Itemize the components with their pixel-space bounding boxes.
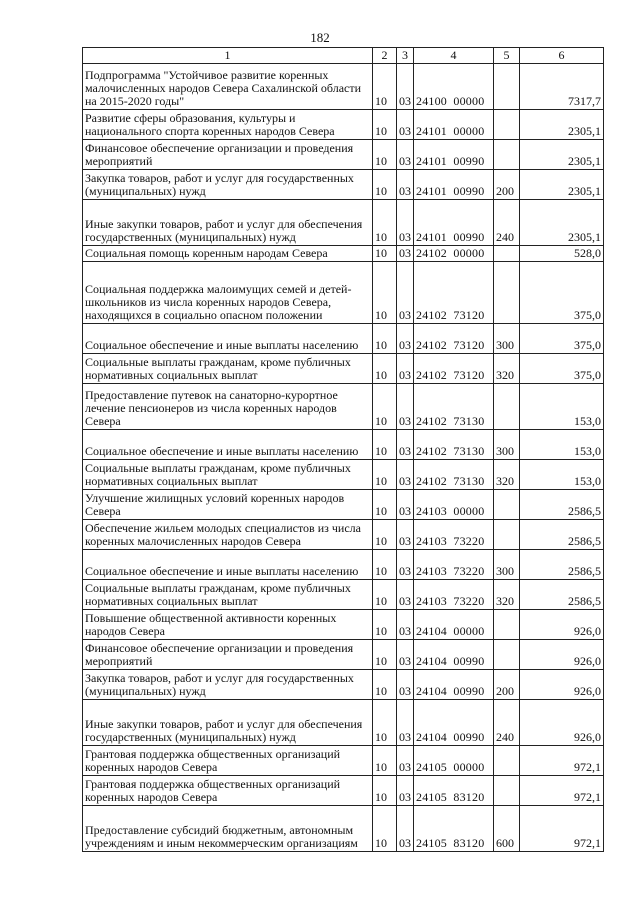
row-section: 10 xyxy=(373,700,397,746)
row-target-code: 24102 73130 xyxy=(414,460,494,490)
row-expense-type xyxy=(494,520,520,550)
row-subsection: 03 xyxy=(397,490,414,520)
row-name: Повышение общественной активности коренных народов Севера xyxy=(83,610,373,640)
row-expense-type: 320 xyxy=(494,580,520,610)
row-target-code: 24100 00000 xyxy=(414,64,494,110)
row-subsection: 03 xyxy=(397,640,414,670)
row-target-code: 24105 83120 xyxy=(414,776,494,806)
table-row xyxy=(83,610,604,640)
row-sum: 972,1 xyxy=(520,806,604,852)
row-expense-type xyxy=(494,746,520,776)
row-subsection: 03 xyxy=(397,520,414,550)
row-sum: 972,1 xyxy=(520,776,604,806)
row-sum: 972,1 xyxy=(520,746,604,776)
row-sum: 2586,5 xyxy=(520,520,604,550)
row-sum: 926,0 xyxy=(520,640,604,670)
table-row xyxy=(83,520,604,550)
table-row xyxy=(83,776,604,806)
row-expense-type xyxy=(494,490,520,520)
row-sum: 2305,1 xyxy=(520,170,604,200)
row-sum: 2586,5 xyxy=(520,490,604,520)
row-section: 10 xyxy=(373,776,397,806)
table-row xyxy=(83,460,604,490)
row-section: 10 xyxy=(373,200,397,246)
row-target-code: 24101 00990 xyxy=(414,170,494,200)
row-name: Социальные выплаты гражданам, кроме публичных нормативных социальных выплат xyxy=(83,354,373,384)
row-subsection: 03 xyxy=(397,170,414,200)
row-expense-type: 240 xyxy=(494,700,520,746)
row-target-code: 24103 73220 xyxy=(414,550,494,580)
row-name: Социальное обеспечение и иные выплаты населению xyxy=(83,430,373,460)
header-col-2: 2 xyxy=(373,48,397,64)
row-target-code: 24104 00990 xyxy=(414,700,494,746)
header-col-6: 6 xyxy=(520,48,604,64)
table-row xyxy=(83,670,604,700)
row-section: 10 xyxy=(373,170,397,200)
row-subsection: 03 xyxy=(397,262,414,324)
row-name: Финансовое обеспечение организации и проведения мероприятий xyxy=(83,640,373,670)
table-row xyxy=(83,64,604,110)
row-section: 10 xyxy=(373,354,397,384)
row-target-code: 24104 00990 xyxy=(414,640,494,670)
row-subsection: 03 xyxy=(397,354,414,384)
row-sum: 375,0 xyxy=(520,262,604,324)
header-col-3: 3 xyxy=(397,48,414,64)
table-row xyxy=(83,550,604,580)
row-sum: 153,0 xyxy=(520,430,604,460)
row-sum: 926,0 xyxy=(520,610,604,640)
table-row xyxy=(83,246,604,262)
row-section: 10 xyxy=(373,550,397,580)
row-subsection: 03 xyxy=(397,430,414,460)
row-name: Обеспечение жильем молодых специалистов из числа коренных малочисленных народов Севера xyxy=(83,520,373,550)
row-name: Социальное обеспечение и иные выплаты населению xyxy=(83,324,373,354)
row-section: 10 xyxy=(373,324,397,354)
row-target-code: 24103 73220 xyxy=(414,580,494,610)
row-expense-type: 600 xyxy=(494,806,520,852)
row-sum: 375,0 xyxy=(520,324,604,354)
table-row xyxy=(83,580,604,610)
row-sum: 375,0 xyxy=(520,354,604,384)
row-target-code: 24101 00990 xyxy=(414,200,494,246)
row-expense-type: 200 xyxy=(494,170,520,200)
row-expense-type: 320 xyxy=(494,460,520,490)
row-expense-type xyxy=(494,246,520,262)
row-name: Грантовая поддержка общественных организаций коренных народов Севера xyxy=(83,746,373,776)
row-sum: 2305,1 xyxy=(520,200,604,246)
row-section: 10 xyxy=(373,746,397,776)
row-target-code: 24104 00990 xyxy=(414,670,494,700)
row-section: 10 xyxy=(373,64,397,110)
row-subsection: 03 xyxy=(397,460,414,490)
row-subsection: 03 xyxy=(397,700,414,746)
page-number: 182 xyxy=(310,30,330,45)
row-target-code: 24105 00000 xyxy=(414,746,494,776)
row-sum: 2305,1 xyxy=(520,140,604,170)
row-target-code: 24102 73130 xyxy=(414,430,494,460)
row-subsection: 03 xyxy=(397,140,414,170)
row-sum: 926,0 xyxy=(520,700,604,746)
row-name: Социальная поддержка малоимущих семей и детей-школьников из числа коренных народов Севера, находящихся в социально опасном положении xyxy=(83,262,373,324)
row-section: 10 xyxy=(373,246,397,262)
row-expense-type: 240 xyxy=(494,200,520,246)
row-target-code: 24104 00000 xyxy=(414,610,494,640)
table-row xyxy=(83,384,604,430)
row-sum: 153,0 xyxy=(520,460,604,490)
row-name: Социальная помощь коренным народам Севера xyxy=(83,246,373,262)
row-expense-type xyxy=(494,110,520,140)
row-sum: 153,0 xyxy=(520,384,604,430)
row-section: 10 xyxy=(373,670,397,700)
row-name: Иные закупки товаров, работ и услуг для обеспечения государственных (муниципальных) нужд xyxy=(83,700,373,746)
row-expense-type xyxy=(494,64,520,110)
budget-table xyxy=(82,47,604,852)
row-subsection: 03 xyxy=(397,610,414,640)
row-subsection: 03 xyxy=(397,550,414,580)
row-name: Финансовое обеспечение организации и проведения мероприятий xyxy=(83,140,373,170)
row-target-code: 24102 73120 xyxy=(414,262,494,324)
row-expense-type: 200 xyxy=(494,670,520,700)
row-section: 10 xyxy=(373,520,397,550)
row-sum: 2586,5 xyxy=(520,580,604,610)
table-row xyxy=(83,700,604,746)
row-sum: 528,0 xyxy=(520,246,604,262)
row-target-code: 24102 73120 xyxy=(414,354,494,384)
row-name: Грантовая поддержка общественных организаций коренных народов Севера xyxy=(83,776,373,806)
row-name: Иные закупки товаров, работ и услуг для обеспечения государственных (муниципальных) нужд xyxy=(83,200,373,246)
row-section: 10 xyxy=(373,384,397,430)
row-expense-type xyxy=(494,262,520,324)
row-section: 10 xyxy=(373,610,397,640)
row-expense-type xyxy=(494,640,520,670)
row-expense-type: 320 xyxy=(494,354,520,384)
row-sum: 926,0 xyxy=(520,670,604,700)
row-expense-type: 300 xyxy=(494,550,520,580)
table-row xyxy=(83,262,604,324)
row-name: Социальное обеспечение и иные выплаты населению xyxy=(83,550,373,580)
table-row xyxy=(83,490,604,520)
table-row xyxy=(83,324,604,354)
row-sum: 2586,5 xyxy=(520,550,604,580)
row-name: Развитие сферы образования, культуры и национального спорта коренных народов Севера xyxy=(83,110,373,140)
row-subsection: 03 xyxy=(397,580,414,610)
row-subsection: 03 xyxy=(397,324,414,354)
row-target-code: 24102 00000 xyxy=(414,246,494,262)
row-section: 10 xyxy=(373,460,397,490)
row-expense-type: 300 xyxy=(494,430,520,460)
table-row xyxy=(83,140,604,170)
row-expense-type xyxy=(494,610,520,640)
row-sum: 2305,1 xyxy=(520,110,604,140)
header-col-1: 1 xyxy=(83,48,373,64)
table-row xyxy=(83,430,604,460)
row-subsection: 03 xyxy=(397,806,414,852)
row-section: 10 xyxy=(373,490,397,520)
row-subsection: 03 xyxy=(397,776,414,806)
row-target-code: 24103 00000 xyxy=(414,490,494,520)
table-row xyxy=(83,200,604,246)
row-name: Подпрограмма "Устойчивое развитие коренных малочисленных народов Севера Сахалинской области на 2015-2020 годы" xyxy=(83,64,373,110)
table-row xyxy=(83,170,604,200)
row-section: 10 xyxy=(373,430,397,460)
row-subsection: 03 xyxy=(397,110,414,140)
row-subsection: 03 xyxy=(397,64,414,110)
row-section: 10 xyxy=(373,806,397,852)
row-target-code: 24103 73220 xyxy=(414,520,494,550)
row-target-code: 24101 00000 xyxy=(414,110,494,140)
row-name: Улучшение жилищных условий коренных народов Севера xyxy=(83,490,373,520)
table-row xyxy=(83,110,604,140)
row-section: 10 xyxy=(373,580,397,610)
row-subsection: 03 xyxy=(397,670,414,700)
table-row xyxy=(83,354,604,384)
row-target-code: 24105 83120 xyxy=(414,806,494,852)
row-expense-type xyxy=(494,140,520,170)
row-section: 10 xyxy=(373,262,397,324)
row-section: 10 xyxy=(373,110,397,140)
row-name: Предоставление путевок на санаторно-курортное лечение пенсионеров из числа коренных народов Севера xyxy=(83,384,373,430)
row-subsection: 03 xyxy=(397,384,414,430)
row-name: Закупка товаров, работ и услуг для государственных (муниципальных) нужд xyxy=(83,170,373,200)
row-expense-type xyxy=(494,776,520,806)
row-sum: 7317,7 xyxy=(520,64,604,110)
row-expense-type xyxy=(494,384,520,430)
row-expense-type: 300 xyxy=(494,324,520,354)
row-name: Социальные выплаты гражданам, кроме публичных нормативных социальных выплат xyxy=(83,460,373,490)
header-col-5: 5 xyxy=(494,48,520,64)
row-target-code: 24102 73120 xyxy=(414,324,494,354)
row-name: Закупка товаров, работ и услуг для государственных (муниципальных) нужд xyxy=(83,670,373,700)
row-section: 10 xyxy=(373,640,397,670)
row-section: 10 xyxy=(373,140,397,170)
header-col-4: 4 xyxy=(414,48,494,64)
row-target-code: 24102 73130 xyxy=(414,384,494,430)
table-row xyxy=(83,806,604,852)
row-subsection: 03 xyxy=(397,246,414,262)
table-header-row xyxy=(83,48,604,64)
table-row xyxy=(83,746,604,776)
row-name: Социальные выплаты гражданам, кроме публичных нормативных социальных выплат xyxy=(83,580,373,610)
row-name: Предоставление субсидий бюджетным, автономным учреждениям и иным некоммерческим организациям xyxy=(83,806,373,852)
row-target-code: 24101 00990 xyxy=(414,140,494,170)
row-subsection: 03 xyxy=(397,200,414,246)
row-subsection: 03 xyxy=(397,746,414,776)
table-row xyxy=(83,640,604,670)
